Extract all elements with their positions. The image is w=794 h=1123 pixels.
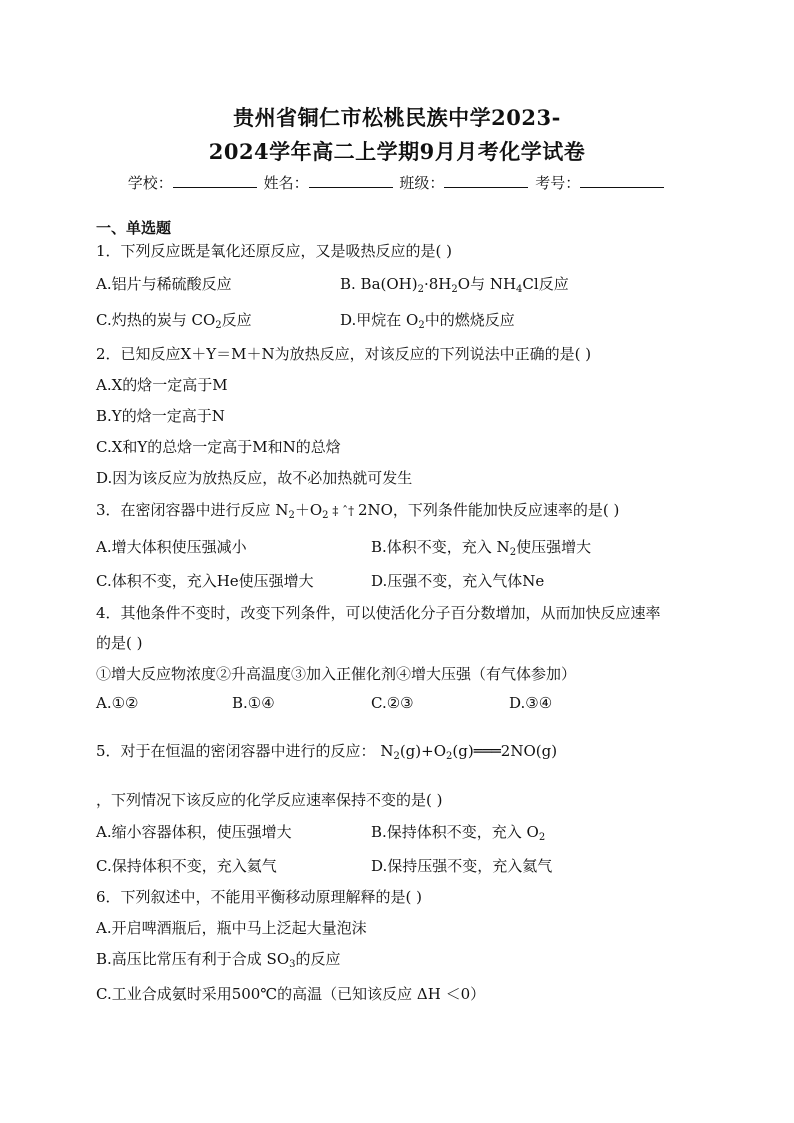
q1-option-d	[340, 309, 515, 330]
q3-stem-sub: 2	[322, 510, 329, 521]
q5-option-a: A.缩小容器体积，使压强增大	[96, 823, 292, 841]
q1-d-text: 中的燃烧反应	[424, 311, 515, 329]
student-info-row	[0, 172, 794, 193]
title-line-1: 贵州省铜仁市松桃民族中学2023-	[233, 105, 561, 130]
q4-option-d: D.③④	[509, 694, 553, 712]
q1-b-text: ·8H	[423, 275, 452, 293]
q3-b-text: 使压强增大	[516, 538, 592, 556]
section-title: 一、单选题	[96, 219, 172, 237]
q4-option-a: A.①②	[96, 694, 139, 712]
q4-items: ①增大反应物浓度②升高温度③加入正催化剂④增大压强（有气体参加）	[96, 665, 577, 683]
q5-option-d: D.保持压强不变，充入氦气	[371, 857, 553, 875]
q5-equation	[380, 742, 557, 760]
q1-b-text: Cl反应	[522, 275, 569, 293]
q5-eq-text: (g)═══2NO(g)	[452, 742, 558, 760]
q6-option-a: A.开启啤酒瓶后，瓶中马上泛起大量泡沫	[96, 919, 367, 937]
school-blank	[173, 173, 257, 188]
q1-d-sub: 2	[418, 320, 425, 331]
q3-option-c: C.体积不变，充入He使压强增大	[96, 572, 314, 590]
q4-option-c: C.②③	[371, 694, 414, 712]
title-line-2: 2024学年高二上学期9月月考化学试卷	[208, 139, 586, 164]
q2-stem: 2．已知反应X＋Y＝M＋N为放热反应，对该反应的下列说法中正确的是( )	[96, 345, 592, 363]
q4-stem-line-1: 4．其他条件不变时，改变下列条件，可以使活化分子百分数增加，从而加快反应速率	[96, 604, 661, 622]
q6-b-text: B.高压比常压有利于合成 SO	[96, 950, 290, 968]
q1-b-sub: 2	[451, 284, 458, 295]
q1-b-sub: 2	[417, 284, 424, 295]
q1-stem: 1．下列反应既是氧化还原反应，又是吸热反应的是( )	[96, 242, 453, 260]
q6-option-b	[96, 948, 341, 969]
q3-option-d: D.压强不变，充入气体Ne	[371, 572, 545, 590]
q4-option-b: B.①④	[232, 694, 275, 712]
q5-stem-line-2: ，下列情况下该反应的化学反应速率保持不变的是( )	[96, 791, 443, 809]
q5-eq-text: (g)+O	[399, 742, 446, 760]
q1-c-text: C.灼热的炭与 CO	[96, 311, 216, 329]
q1-d-text: D.甲烷在 O	[340, 311, 419, 329]
q3-stem-text: ＋O	[294, 501, 323, 519]
q6-option-c: C.工业合成氨时采用500℃的高温（已知该反应 ΔH ＜0）	[96, 985, 486, 1003]
q5-b-sub: 2	[538, 832, 546, 843]
number-blank	[580, 173, 664, 188]
q3-stem-sub: 2	[288, 510, 295, 521]
q1-b-text: B. Ba(OH)	[340, 275, 418, 293]
q5-eq-sub: 2	[446, 751, 453, 762]
q6-b-text: 的反应	[295, 950, 341, 968]
q5-option-c: C.保持体积不变，充入氦气	[96, 857, 277, 875]
q2-option-a: A.X的焓一定高于M	[96, 376, 228, 394]
name-label: 姓名：	[263, 174, 309, 192]
q2-option-c: C.X和Y的总焓一定高于M和N的总焓	[96, 438, 341, 456]
q2-option-d: D.因为该反应为放热反应，故不必加热就可发生	[96, 469, 413, 487]
q6-b-sub: 3	[289, 959, 296, 970]
q3-stem	[96, 499, 619, 520]
q1-option-b	[340, 273, 569, 294]
q5-eq-sub: 2	[393, 751, 400, 762]
q4-stem-line-2: 的是( )	[96, 634, 143, 652]
q6-stem: 6．下列叙述中，不能用平衡移动原理解释的是( )	[96, 888, 423, 906]
q1-b-text: O与 NH	[457, 275, 517, 293]
school-label: 学校：	[127, 174, 173, 192]
name-blank	[309, 173, 393, 188]
q5-b-text: B.保持体积不变，充入 O	[371, 823, 539, 841]
q2-option-b: B.Y的焓一定高于N	[96, 407, 225, 425]
q1-c-sub: 2	[215, 320, 222, 331]
number-label: 考号：	[535, 174, 581, 192]
q3-stem-text: 3．在密闭容器中进行反应 N	[96, 501, 289, 519]
q3-b-text: B.体积不变，充入 N	[371, 538, 510, 556]
q5-eq-text: N	[380, 742, 394, 760]
class-blank	[444, 173, 528, 188]
q3-stem-text: 2NO，下列条件能加快反应速率的是( )	[357, 501, 620, 519]
q5-option-b	[371, 821, 545, 842]
q3-option-a: A.增大体积使压强减小	[96, 538, 247, 556]
q3-option-b	[371, 536, 591, 557]
q5-stem-text: 5．对于在恒温的密闭容器中进行的反应：	[96, 742, 376, 760]
q1-b-sub: 4	[516, 284, 523, 295]
q5-stem	[96, 740, 557, 761]
q3-b-sub: 2	[509, 547, 517, 558]
equilibrium-arrow: ‡ ˆ†	[328, 504, 358, 518]
q1-option-a: A.铝片与稀硫酸反应	[96, 275, 232, 293]
class-label: 班级：	[399, 174, 445, 192]
q1-c-text: 反应	[221, 311, 252, 329]
q1-option-c	[96, 309, 252, 330]
